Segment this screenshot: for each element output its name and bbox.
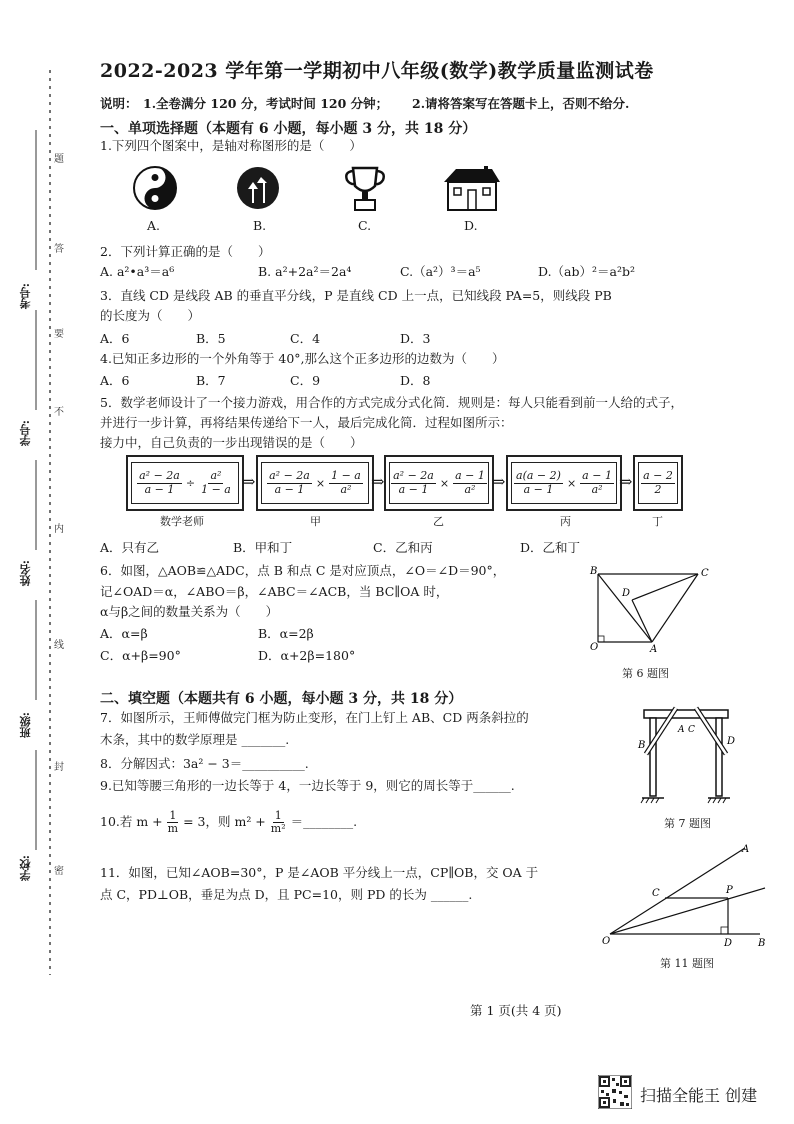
q5-line-2: 并进行一步计算，再将结果传递给下一人，最后完成化简．过程如图所示： [100, 415, 513, 430]
q2-text: 2．下列计算正确的是（ ） [100, 244, 271, 259]
watermark-text: 扫描全能王 创建 [640, 1086, 758, 1105]
note-label: 说明： [100, 96, 138, 111]
side-char-bu: 不 [54, 407, 64, 418]
house-icon [440, 166, 504, 214]
side-label-exam-no: 考号: [19, 283, 32, 310]
q7-line-1: 7．如图所示，王师傅做完门框为防止变形，在门上钉上 AB、CD 两条斜拉的 [100, 710, 529, 725]
side-label-class: 班级: [19, 712, 32, 739]
q1-option-b: B. [253, 218, 267, 233]
q6-caption: 第 6 题图 [622, 667, 669, 680]
svg-text:A: A [650, 644, 658, 652]
q9-text: 9.已知等腰三角形的一边长等于 4，一边长等于 9，则它的周长等于______. [100, 778, 515, 793]
q1-option-c: C. [358, 218, 372, 233]
q8-text: 8．分解因式：3a² − 3＝__________. [100, 756, 309, 771]
relay-role-ding: 丁 [652, 515, 663, 528]
side-label-student-no: 学号: [19, 420, 32, 447]
q3-option-a: A．6 [100, 331, 130, 346]
svg-text:A: A [742, 844, 750, 855]
relay-box-jia: $\frac{\text{a² − 2a}}{a - 1}$ × $\frac{1 - a}{\text{a²}}$ [256, 455, 374, 511]
relay-role-bing: 丙 [560, 515, 571, 528]
qr-code-icon [598, 1075, 632, 1109]
q6-line-3: α与β之间的数量关系为（ ） [100, 604, 279, 619]
q7-caption: 第 7 题图 [664, 817, 711, 830]
q6-option-c: C．α+β=90° [100, 648, 181, 663]
q2-option-b: B. a²+2a²＝2a⁴ [258, 264, 352, 279]
svg-text:D: D [622, 588, 631, 599]
side-char-nei: 内 [54, 524, 64, 535]
q5-line-3: 接力中，自己负责的一步出现错误的是（ ） [100, 435, 363, 450]
relay-arrow-2: ⇒ [371, 472, 385, 491]
q6-option-b: B．α=2β [258, 626, 314, 641]
svg-text:O: O [590, 642, 599, 652]
q1-text: 1.下列四个图案中，是轴对称图形的是（ ） [100, 138, 362, 153]
relay-arrow-1: ⇒ [242, 472, 256, 491]
relay-arrow-4: ⇒ [619, 472, 633, 491]
q6-figure [588, 562, 718, 652]
relay-box-ding: $\frac{a - 2}{2}$ [633, 455, 683, 511]
side-fill-lines [30, 130, 42, 1030]
side-char-ti: 题 [54, 154, 64, 165]
yin-yang-icon [132, 165, 178, 211]
relay-box-teacher: $\frac{\text{a² − 2a}}{a - 1}$ ÷ $\frac{\text{a²}}{1 - a}$ [126, 455, 244, 511]
q5-option-a: A．只有乙 [100, 540, 160, 555]
q11-figure [600, 838, 770, 948]
q2-option-c: C.（a²）³＝a⁵ [400, 264, 481, 279]
relay-box-bing: $\frac{a(a - 2)}{a - 1}$ × $\frac{a - 1}{\text{a²}}$ [506, 455, 622, 511]
side-label-school: 学校: [19, 855, 32, 882]
side-char-mi: 密 [54, 866, 64, 877]
relay-role-jia: 甲 [310, 515, 321, 528]
q4-option-d: D．8 [400, 373, 431, 388]
side-label-name: 姓名: [19, 560, 32, 587]
q6-line-1: 6．如图，△AOB≌△ADC，点 B 和点 C 是对应顶点，∠O＝∠D＝90°， [100, 563, 506, 578]
q1-option-a: A. [147, 218, 161, 233]
side-char-xian: 线 [54, 640, 64, 651]
q5-option-b: B．甲和丁 [233, 540, 293, 555]
q5-option-d: D．乙和丁 [520, 540, 581, 555]
svg-text:P: P [726, 885, 733, 896]
svg-text:B: B [638, 740, 646, 751]
q7-door-frame-figure [636, 704, 736, 804]
q6-option-d: D．α+2β=180° [258, 648, 356, 663]
q10-text: 10.若 m + $\frac{1}{m}$ = 3，则 m² + $\frac{1}{\text{m²}}$ ＝________. [100, 809, 358, 836]
section-2-heading: 二、填空题（本题共有 6 小题，每小题 3 分，共 18 分） [100, 691, 463, 707]
trophy-icon [342, 164, 388, 214]
q2-option-a: A. a²•a³＝a⁶ [100, 264, 175, 279]
relay-box-yi: $\frac{\text{a² − 2a}}{a - 1}$ × $\frac{a - 1}{\text{a²}}$ [384, 455, 494, 511]
road-sign-icon [235, 165, 281, 211]
note-item-1: 1.全卷满分 120 分，考试时间 120 分钟； [143, 96, 389, 111]
q11-caption: 第 11 题图 [660, 957, 714, 970]
svg-text:B: B [758, 938, 766, 948]
q3-line-2: 的长度为（ ） [100, 308, 201, 323]
q3-line-1: 3．直线 CD 是线段 AB 的垂直平分线，P 是直线 CD 上一点，已知线段 PA=5，则线段 PB [100, 288, 612, 303]
q4-option-b: B．7 [196, 373, 226, 388]
svg-text:O: O [602, 936, 611, 947]
q11-line-1: 11．如图，已知∠AOB=30°，P 是∠AOB 平分线上一点，CP∥OB，交 OA 于 [100, 865, 539, 880]
svg-text:C: C [688, 725, 695, 735]
svg-text:D: D [727, 736, 736, 747]
q11-line-2: 点 C，PD⊥OB，垂足为点 D，且 PC=10，则 PD 的长为 ______. [100, 887, 473, 902]
relay-arrow-3: ⇒ [492, 472, 506, 491]
svg-text:A: A [678, 725, 685, 735]
side-char-da: 答 [54, 244, 64, 255]
q1-option-d: D. [464, 218, 478, 233]
section-1-heading: 一、单项选择题（本题有 6 小题，每小题 3 分，共 18 分） [100, 121, 477, 137]
svg-text:B: B [590, 566, 598, 577]
page-title: 2022-2023 学年第一学期初中八年级(数学)教学质量监测试卷 [100, 60, 654, 82]
q5-option-c: C．乙和丙 [373, 540, 433, 555]
q3-option-b: B．5 [196, 331, 226, 346]
q5-line-1: 5．数学老师设计了一个接力游戏，用合作的方式完成分式化简．规则是：每人只能看到前一人给的式子， [100, 395, 683, 410]
q4-option-c: C．9 [290, 373, 321, 388]
relay-role-teacher: 数学老师 [160, 515, 204, 528]
q4-text: 4.已知正多边形的一个外角等于 40°,那么这个正多边形的边数为（ ） [100, 351, 505, 366]
side-char-yao: 要 [54, 329, 64, 340]
svg-text:C: C [652, 888, 660, 899]
relay-role-yi: 乙 [433, 515, 444, 528]
svg-text:C: C [701, 568, 709, 579]
q4-option-a: A．6 [100, 373, 130, 388]
q6-option-a: A．α=β [100, 626, 148, 641]
svg-text:D: D [724, 938, 733, 948]
q6-line-2: 记∠OAD＝α，∠ABO＝β，∠ABC＝∠ACB，当 BC∥OA 时， [100, 584, 449, 599]
note-item-2: 2.请将答案写在答题卡上，否则不给分. [412, 96, 630, 111]
q7-line-2: 木条，其中的数学原理是 _______. [100, 732, 290, 747]
page-footer: 第 1 页(共 4 页) [470, 1003, 562, 1018]
q3-option-c: C．4 [290, 331, 321, 346]
q3-option-d: D．3 [400, 331, 431, 346]
q2-option-d: D.（ab）²＝a²b² [538, 264, 635, 279]
side-char-feng: 封 [54, 762, 64, 773]
